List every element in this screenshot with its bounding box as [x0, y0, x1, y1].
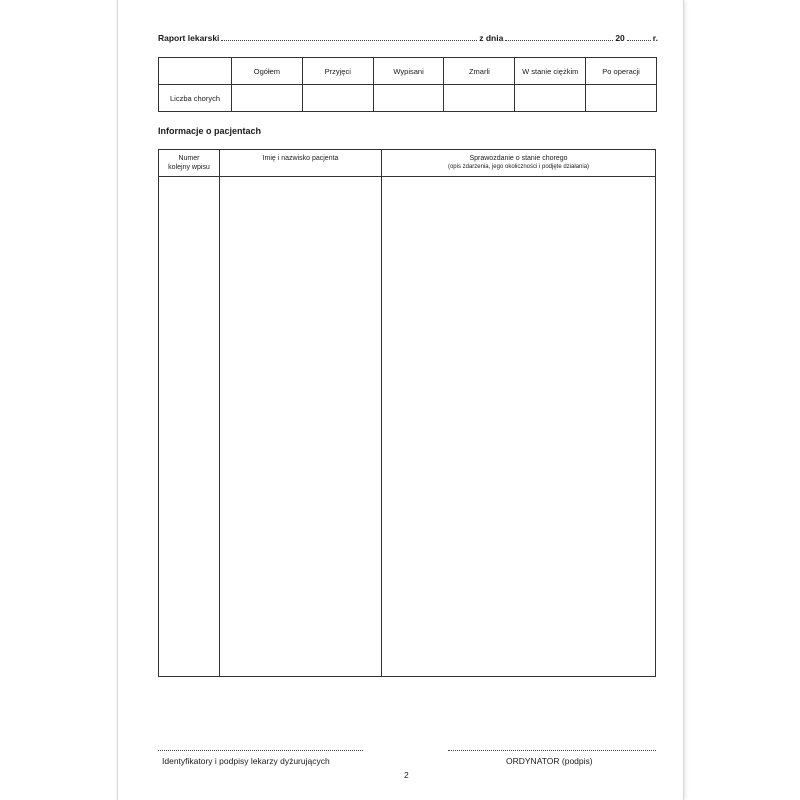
left-signature-label: Identyfikatory i podpisy lekarzy dyżurujących: [162, 756, 330, 766]
date-prefix: z dnia: [479, 33, 504, 43]
report-title: Raport lekarski: [158, 33, 220, 43]
stats-data-row: [159, 85, 657, 112]
year-suffix: r.: [652, 33, 658, 43]
patients-table: [158, 149, 656, 677]
col-header-report-subtext: (opis zdarzenia, jego okoliczności i podjęte działania): [447, 164, 590, 170]
stats-value-cell[interactable]: [373, 85, 444, 112]
col-header-name-text: Imię i nazwisko pacjenta: [262, 155, 339, 162]
stats-table: [158, 57, 657, 112]
stats-header-cell: W stanie ciężkim: [515, 58, 586, 85]
col-header-name: [220, 154, 381, 163]
date-field[interactable]: [505, 32, 613, 41]
report-column-area[interactable]: [382, 177, 655, 676]
right-signature-label: ORDYNATOR (podpis): [506, 756, 593, 766]
stats-header-cell: Wypisani: [373, 58, 444, 85]
page-number: 2: [404, 770, 409, 780]
year-field[interactable]: [627, 32, 651, 41]
year-prefix: 20: [615, 33, 625, 43]
stats-header-cell: Zmarli: [444, 58, 515, 85]
stats-value-cell[interactable]: [302, 85, 373, 112]
col-header-number: [159, 154, 219, 172]
stats-value-cell[interactable]: [444, 85, 515, 112]
stats-header-cell: Przyjęci: [302, 58, 373, 85]
stats-row-label: Liczba chorych: [159, 85, 232, 112]
report-name-field[interactable]: [221, 32, 477, 41]
col-header-number-line2: kolejny wpisu: [168, 164, 210, 171]
col-header-number-line1: Numer: [178, 155, 200, 162]
col-header-report-text: Sprawozdanie o stanie chorego: [469, 155, 568, 162]
stats-header-cell: [159, 58, 232, 85]
stats-value-cell[interactable]: [515, 85, 586, 112]
stats-header-cell: Po operacji: [586, 58, 657, 85]
stats-value-cell[interactable]: [232, 85, 303, 112]
stats-value-cell[interactable]: [586, 85, 657, 112]
stats-header-row: [159, 58, 657, 85]
name-column-area[interactable]: [220, 177, 381, 676]
col-header-report: [382, 154, 655, 172]
stats-header-cell: Ogółem: [232, 58, 303, 85]
left-signature-line[interactable]: [158, 749, 363, 751]
number-column-area[interactable]: [159, 177, 219, 676]
patients-section-title: Informacje o pacjentach: [158, 126, 262, 136]
right-signature-line[interactable]: [448, 749, 656, 751]
report-header: [158, 32, 658, 46]
